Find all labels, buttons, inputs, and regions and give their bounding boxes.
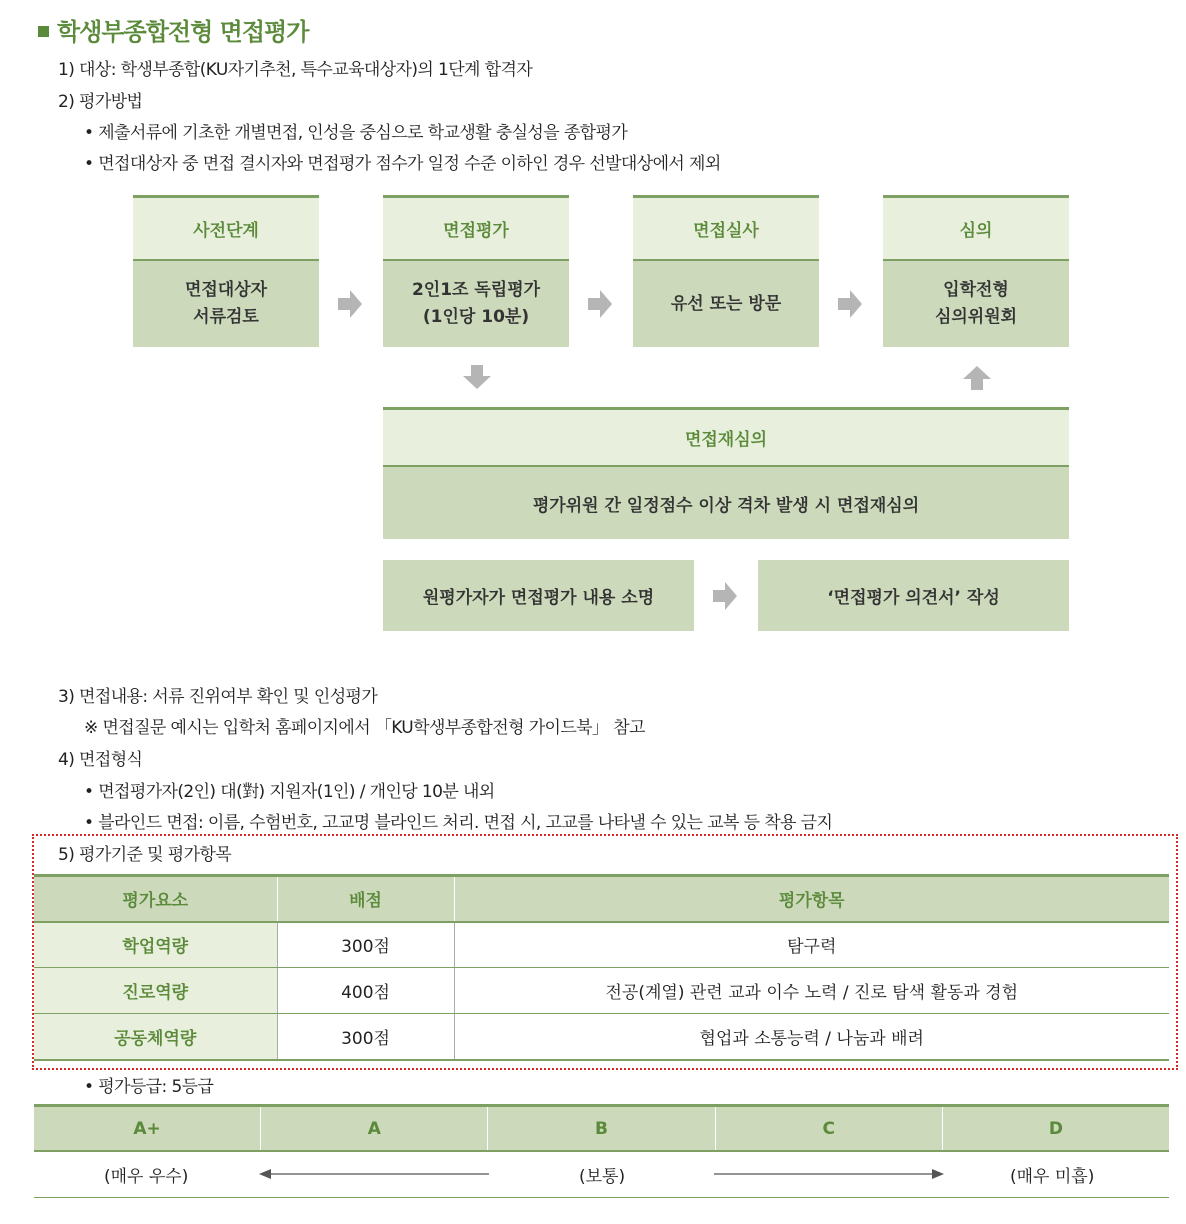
sub-step-opinion: ‘면접평가 의견서’ 작성 [758, 560, 1069, 631]
flow-step-body: 입학전형 심의위원회 [883, 261, 1069, 347]
target-line: 1) 대상: 학생부종합(KU자기추천, 특수교육대상자)의 1단계 합격자 [58, 60, 533, 80]
method-bullet-2: • 면접대상자 중 면접 결시자와 면접평가 점수가 일정 수준 이하인 경우 선발대상에서 제외 [84, 154, 721, 174]
method-bullet-1: • 제출서류에 기초한 개별면접, 인성을 중심으로 학교생활 충실성을 종합평가 [84, 123, 628, 143]
arrow-right-icon [338, 290, 364, 318]
table-row [34, 968, 1169, 1014]
content-note: ※ 면접질문 예시는 입학처 홈페이지에서 「KU학생부종합전형 가이드북」 참고 [84, 718, 645, 738]
column-header: 배점 [277, 876, 454, 922]
scale-label-excellent: (매우 우수) [104, 1167, 189, 1187]
grade-scale-row [34, 1152, 1169, 1198]
grade-table [34, 1104, 1169, 1198]
flow-step-body: 면접대상자 서류검토 [133, 261, 319, 347]
flow-step-pre [133, 195, 319, 347]
grade-cell: C [716, 1107, 943, 1150]
criteria-table [34, 874, 1169, 1061]
review-body: 평가위원 간 일정점수 이상 격차 발생 시 면접재심의 [383, 467, 1069, 539]
arrow-right-icon [713, 582, 739, 610]
format-heading: 4) 면접형식 [58, 750, 143, 770]
arrow-left-icon [259, 1168, 489, 1180]
criteria-score: 400점 [277, 968, 454, 1014]
page-title [38, 12, 308, 47]
grade-line: • 평가등급: 5등급 [84, 1077, 214, 1097]
grade-cell: B [488, 1107, 715, 1150]
content-heading: 3) 면접내용: 서류 진위여부 확인 및 인성평가 [58, 687, 378, 707]
grade-cell: A+ [34, 1107, 261, 1150]
flow-step-body: 2인1조 독립평가 (1인당 10분) [383, 261, 569, 347]
criteria-element: 공동체역량 [34, 1014, 277, 1060]
flow-step-head: 심의 [883, 195, 1069, 261]
flow-step-head: 면접평가 [383, 195, 569, 261]
criteria-items: 협업과 소통능력 / 나눔과 배려 [454, 1014, 1169, 1060]
criteria-heading: 5) 평가기준 및 평가항목 [58, 845, 232, 865]
criteria-score: 300점 [277, 1014, 454, 1060]
page-title-text: 학생부종합전형 면접평가 [57, 18, 309, 46]
arrow-up-icon [963, 366, 991, 390]
format-bullet-2: • 블라인드 면접: 이름, 수험번호, 고교명 블라인드 처리. 면접 시, 고교를 나타낼 수 있는 교복 등 착용 금지 [84, 813, 833, 833]
flow-step-deliberation [883, 195, 1069, 347]
criteria-score: 300점 [277, 922, 454, 968]
table-row [34, 922, 1169, 968]
criteria-items: 전공(계열) 관련 교과 이수 노력 / 진로 탐색 활동과 경험 [454, 968, 1169, 1014]
square-bullet-icon [38, 26, 49, 37]
column-header: 평가요소 [34, 876, 277, 922]
flow-step-body: 유선 또는 방문 [633, 261, 819, 347]
method-heading: 2) 평가방법 [58, 92, 143, 112]
review-box [383, 407, 1069, 539]
review-head: 면접재심의 [383, 407, 1069, 467]
flow-step-head: 사전단계 [133, 195, 319, 261]
table-header-row [34, 876, 1169, 922]
table-row [34, 1014, 1169, 1060]
flow-step-inspection [633, 195, 819, 347]
sub-step-explain: 원평가자가 면접평가 내용 소명 [383, 560, 694, 631]
grade-cell: D [1048, 1118, 1063, 1139]
arrow-right-icon [838, 290, 864, 318]
arrow-down-icon [463, 365, 491, 389]
flow-step-head: 면접실사 [633, 195, 819, 261]
grade-cell: A [261, 1107, 488, 1150]
arrow-right-icon [588, 290, 614, 318]
criteria-element: 학업역량 [34, 922, 277, 968]
criteria-items: 탐구력 [454, 922, 1169, 968]
scale-label-poor: (매우 미흡) [1010, 1167, 1095, 1187]
format-bullet-1: • 면접평가자(2인) 대(對) 지원자(1인) / 개인당 10분 내외 [84, 782, 495, 802]
arrow-right-icon [714, 1168, 944, 1180]
grade-header-row [34, 1104, 1169, 1152]
scale-label-average: (보통) [579, 1167, 626, 1187]
flow-step-interview [383, 195, 569, 347]
column-header: 평가항목 [454, 876, 1169, 922]
criteria-element: 진로역량 [34, 968, 277, 1014]
